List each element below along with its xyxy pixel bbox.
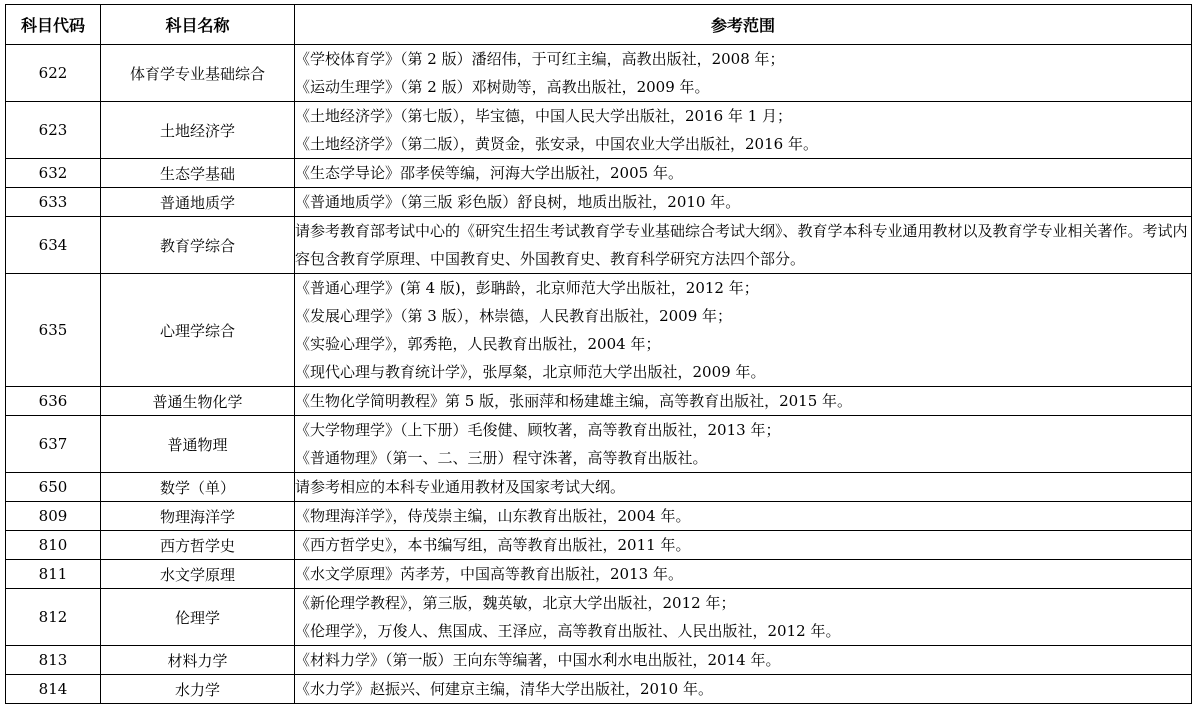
table-row xyxy=(6,274,1192,387)
reference-line: 《学校体育学》（第 2 版）潘绍伟，于可红主编，高教出版社，2008 年； xyxy=(295,50,785,68)
subject-code: 622 xyxy=(6,45,101,102)
subject-name: 数学（单） xyxy=(101,473,295,502)
reference-line: 《水文学原理》芮孝芳，中国高等教育出版社，2013 年。 xyxy=(295,565,683,583)
table-row xyxy=(6,589,1192,646)
reference-scope xyxy=(295,675,1192,704)
subject-name: 体育学专业基础综合 xyxy=(101,45,295,102)
header-name: 科目名称 xyxy=(101,5,295,45)
subject-name: 普通生物化学 xyxy=(101,387,295,416)
subject-name: 土地经济学 xyxy=(101,102,295,159)
reference-line: 《生物化学简明教程》第 5 版，张丽萍和杨建雄主编，高等教育出版社，2015 年。 xyxy=(295,392,853,410)
subject-code: 811 xyxy=(6,560,101,589)
subject-name: 普通物理 xyxy=(101,416,295,473)
reference-line: 《物理海洋学》，侍茂崇主编，山东教育出版社，2004 年。 xyxy=(295,507,691,525)
header-row xyxy=(6,5,1192,45)
reference-scope xyxy=(295,502,1192,531)
subject-name: 伦理学 xyxy=(101,589,295,646)
reference-line: 请参考相应的本科专业通用教材及国家考试大纲。 xyxy=(295,478,626,496)
table-row xyxy=(6,188,1192,217)
reference-scope xyxy=(295,159,1192,188)
reference-line: 《普通地质学》（第三版 彩色版）舒良树，地质出版社，2010 年。 xyxy=(295,193,741,211)
subject-code: 814 xyxy=(6,675,101,704)
subject-name: 水力学 xyxy=(101,675,295,704)
subject-name: 心理学综合 xyxy=(101,274,295,387)
subject-code: 650 xyxy=(6,473,101,502)
reference-line: 《土地经济学》（第七版），毕宝德，中国人民大学出版社，2016 年 1 月； xyxy=(295,107,793,125)
subject-code: 809 xyxy=(6,502,101,531)
subject-code: 623 xyxy=(6,102,101,159)
reference-scope xyxy=(295,102,1192,159)
subject-name: 物理海洋学 xyxy=(101,502,295,531)
reference-line: 《水力学》赵振兴、何建京主编，清华大学出版社，2010 年。 xyxy=(295,680,713,698)
reference-scope xyxy=(295,560,1192,589)
subject-name: 教育学综合 xyxy=(101,217,295,274)
reference-line: 《新伦理学教程》，第三版，魏英敏，北京大学出版社，2012 年； xyxy=(295,594,736,612)
table-row xyxy=(6,473,1192,502)
reference-scope xyxy=(295,646,1192,675)
subject-name: 西方哲学史 xyxy=(101,531,295,560)
table-row xyxy=(6,102,1192,159)
reference-line: 《现代心理与教育统计学》，张厚粲，北京师范大学出版社，2009 年。 xyxy=(295,363,766,381)
reference-line: 《伦理学》，万俊人、焦国成、王泽应，高等教育出版社、人民出版社，2012 年。 xyxy=(295,622,841,640)
table-body xyxy=(6,45,1192,704)
reference-scope xyxy=(295,531,1192,560)
subject-code: 636 xyxy=(6,387,101,416)
table-row xyxy=(6,675,1192,704)
reference-scope xyxy=(295,217,1192,274)
subject-code: 634 xyxy=(6,217,101,274)
reference-scope xyxy=(295,416,1192,473)
reference-line: 《运动生理学》（第 2 版）邓树勋等，高教出版社，2009 年。 xyxy=(295,78,710,96)
table-row xyxy=(6,646,1192,675)
reference-line: 《生态学导论》邵孝侯等编，河海大学出版社，2005 年。 xyxy=(295,164,683,182)
subject-name: 水文学原理 xyxy=(101,560,295,589)
header-refs: 参考范围 xyxy=(295,5,1192,45)
subject-name: 普通地质学 xyxy=(101,188,295,217)
reference-scope xyxy=(295,274,1192,387)
reference-line: 《普通物理》（第一、二、三册）程守洙著，高等教育出版社。 xyxy=(295,449,708,467)
table-row xyxy=(6,387,1192,416)
table-row xyxy=(6,560,1192,589)
reference-line: 请参考教育部考试中心的《研究生招生考试教育学专业基础综合考试大纲》、教育学本科专业通用教材以及教育学专业相关著作。考试内容包含教育学原理、中国教育史、外国教育史、教育科学研究方法四个部分。 xyxy=(295,222,1188,268)
subject-code: 810 xyxy=(6,531,101,560)
reference-scope xyxy=(295,45,1192,102)
table-row xyxy=(6,217,1192,274)
reference-scope xyxy=(295,188,1192,217)
subject-code: 813 xyxy=(6,646,101,675)
table-row xyxy=(6,531,1192,560)
subject-code: 635 xyxy=(6,274,101,387)
subject-code: 632 xyxy=(6,159,101,188)
reference-line: 《材料力学》（第一版）王向东等编著，中国水利水电出版社，2014 年。 xyxy=(295,651,781,669)
reference-scope xyxy=(295,589,1192,646)
table-row xyxy=(6,502,1192,531)
subject-code: 633 xyxy=(6,188,101,217)
reference-line: 《大学物理学》（上下册）毛俊健、顾牧著，高等教育出版社，2013 年； xyxy=(295,421,781,439)
subject-code: 812 xyxy=(6,589,101,646)
table-row xyxy=(6,416,1192,473)
table-row xyxy=(6,45,1192,102)
reference-scope xyxy=(295,387,1192,416)
reference-line: 《西方哲学史》，本书编写组，高等教育出版社，2011 年。 xyxy=(295,536,691,554)
header-code: 科目代码 xyxy=(6,5,101,45)
subject-name: 材料力学 xyxy=(101,646,295,675)
table-row xyxy=(6,159,1192,188)
reference-line: 《实验心理学》，郭秀艳，人民教育出版社，2004 年； xyxy=(295,335,661,353)
reference-table xyxy=(5,4,1192,704)
reference-line: 《土地经济学》（第二版），黄贤金，张安录，中国农业大学出版社，2016 年。 xyxy=(295,135,818,153)
reference-line: 《发展心理学》（第 3 版），林崇德，人民教育出版社，2009 年； xyxy=(295,307,733,325)
subject-code: 637 xyxy=(6,416,101,473)
reference-line: 《普通心理学》(第 4 版)，彭聃龄，北京师范大学出版社，2012 年； xyxy=(295,279,759,297)
subject-name: 生态学基础 xyxy=(101,159,295,188)
reference-scope xyxy=(295,473,1192,502)
